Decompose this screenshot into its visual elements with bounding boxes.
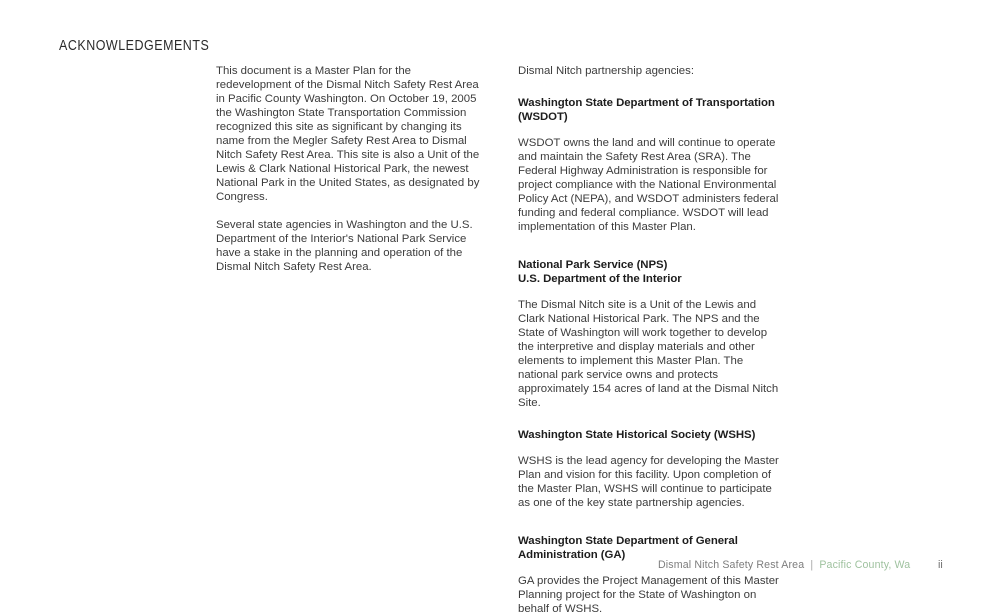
agency-heading: Washington State Department of Transportation (WSDOT) <box>518 97 775 123</box>
page-title: ACKNOWLEDGEMENTS <box>59 38 210 54</box>
agency-section-nps <box>518 258 784 410</box>
agency-section-wshs <box>518 428 784 510</box>
agency-heading: National Park Service (NPS) <box>518 259 668 271</box>
footer-location: Pacific County, Wa <box>819 559 911 571</box>
partnership-intro: Dismal Nitch partnership agencies: <box>518 65 694 77</box>
footer-project-name: Dismal Nitch Safety Rest Area <box>658 559 805 571</box>
agency-heading: Washington State Department of General Administration (GA) <box>518 535 738 561</box>
agency-section-wsdot <box>518 96 784 234</box>
agency-body: WSDOT owns the land and will continue to operate and maintain the Safety Rest Area (SRA). The Federal Highway Administration is responsible for project compliance with the National Environmental Policy Act (NEPA), and WSDOT administers federal funding and federal compliance. WSDOT will lead implementation of this Master Plan. <box>518 137 779 233</box>
agency-body: WSHS is the lead agency for developing the Master Plan and vision for this facility. Upon completion of the Master Plan, WSHS will continue to participate as one of the key state partnership agencies. <box>518 455 779 509</box>
agency-heading: Washington State Historical Society (WSHS) <box>518 429 756 441</box>
page-footer <box>0 558 999 578</box>
agency-subheading: U.S. Department of the Interior <box>518 273 682 285</box>
right-text-column <box>518 64 784 616</box>
agency-body: The Dismal Nitch site is a Unit of the Lewis and Clark National Historical Park. The NPS and the State of Washington will work together to develop the interpretive and display materials and other elements to implement this Master Plan. The national park service owns and protects approximately 154 acres of land at the Dismal Nitch Site. <box>518 299 779 409</box>
paragraph: Several state agencies in Washington and the U.S. Department of the Interior's National Park Service have a stake in the planning and operation of the Dismal Nitch Safety Rest Area. <box>216 219 473 273</box>
left-text-column <box>216 64 484 274</box>
agency-body: GA provides the Project Management of this Master Planning project for the State of Washington on behalf of WSHS. <box>518 575 779 615</box>
footer-caption <box>658 558 910 572</box>
page-number: ii <box>938 559 943 571</box>
footer-separator: | <box>810 559 814 571</box>
paragraph: This document is a Master Plan for the redevelopment of the Dismal Nitch Safety Rest Area in Pacific County Washington. On October 19, 2005 the Washington State Transportation Commission recognized this site as significant by changing its name from the Megler Safety Rest Area to Dismal Nitch Safety Rest Area. This site is also a Unit of the Lewis & Clark National Historical Park, the newest National Park in the United States, as designated by Congress. <box>216 65 480 203</box>
